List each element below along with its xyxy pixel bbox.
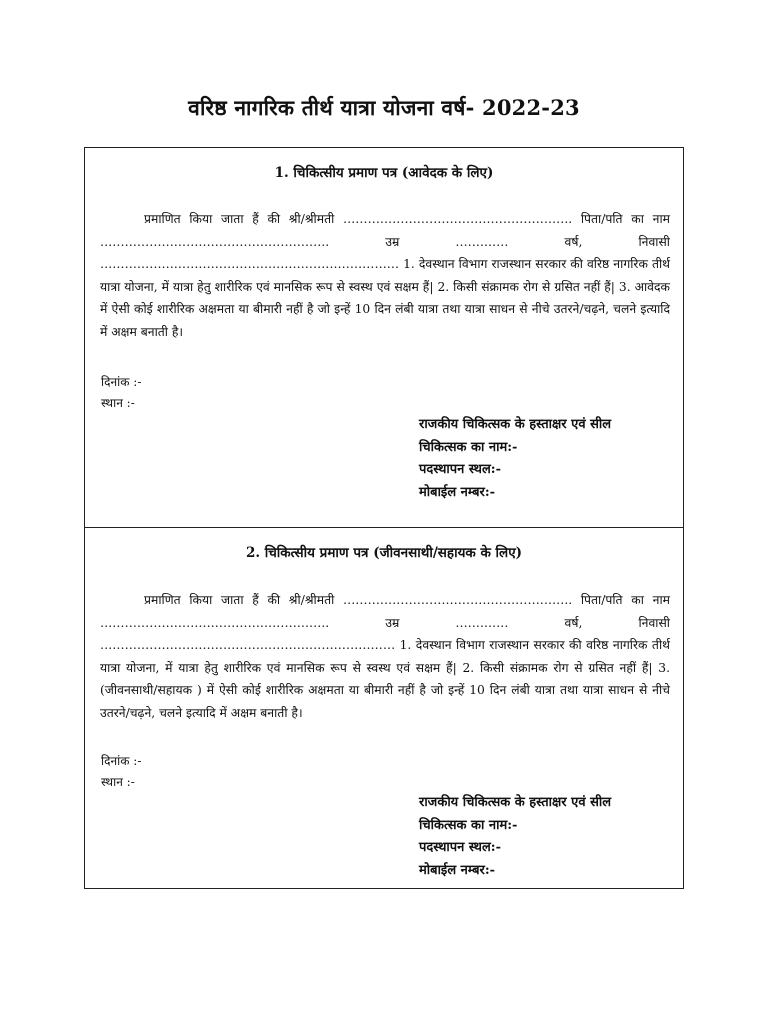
certificate-body xyxy=(100,208,670,343)
document-title: वरिष्ठ नागरिक तीर्थ यात्रा योजना वर्ष- 2022-23 xyxy=(188,95,580,120)
date-label: दिनांक :- xyxy=(101,754,142,768)
signature-line: राजकीय चिकित्सक के हस्ताक्षर एवं सील xyxy=(419,417,612,432)
date-label: दिनांक :- xyxy=(101,375,142,389)
certificate-applicant xyxy=(84,147,684,528)
signature-block xyxy=(419,414,611,504)
posting-place-line: पदस्थापन स्थल:- xyxy=(419,462,501,477)
certificate-body-text: प्रमाणित किया जाता हैं की श्री/श्रीमती ……………………………………………….. पिता/पति का नाम ……………………………………………….. उम्र …….…… वर्ष, निवासी ……………………………………………………………… 1. देवस्थान विभाग राजस्थान सरकार की वरिष्ठ नागरिक तीर्थ यात्रा योजना, में यात्रा हेतु शारीरिक एवं मानसिक रूप से स्वस्थ एवं सक्षम हैं| 2. किसी संक्रामक रोग से ग्रसित नहीं हैं| 3. (जीवनसाथी/सहायक ) में ऐसी कोई शारीरिक अक्षमता या बीमारी नहीं है जो इन्हें 10 दिन लंबी यात्रा तथा यात्रा साधन से नीचे उतरने/चढ़ने, चलने इत्यादि में अक्षम बनाती है। xyxy=(100,593,670,720)
certificate-body-text: प्रमाणित किया जाता हैं की श्री/श्रीमती ……………………………………………….. पिता/पति का नाम ……………………………………………….. उम्र …….…… वर्ष, निवासी …………………………………….………………………… 1. देवस्थान विभाग राजस्थान सरकार की वरिष्ठ नागरिक तीर्थ यात्रा योजना, में यात्रा हेतु शारीरिक एवं मानसिक रूप से स्वस्थ एवं सक्षम हैं| 2. किसी संक्रामक रोग से ग्रसित नहीं हैं| 3. आवेदक में ऐसी कोई शारीरिक अक्षमता या बीमारी नहीं है जो इन्हें 10 दिन लंबी यात्रा तथा यात्रा साधन से नीचे उतरने/चढ़ने, चलने इत्यादि में अक्षम बनाती है। xyxy=(100,212,670,339)
mobile-number-line: मोबाईल नम्बर:- xyxy=(419,862,496,878)
mobile-number-line: मोबाईल नम्बर:- xyxy=(419,484,496,500)
doctor-name-line: चिकित्सक का नाम:- xyxy=(419,817,518,833)
signature-line: राजकीय चिकित्सक के हस्ताक्षर एवं सील xyxy=(419,795,612,810)
section-heading: 1. चिकित्सीय प्रमाण पत्र (आवेदक के लिए) xyxy=(274,165,494,181)
date-place-block xyxy=(101,372,141,414)
section-heading: 2. चिकित्सीय प्रमाण पत्र (जीवनसाथी/सहायक के लिए) xyxy=(245,545,523,561)
date-place-block xyxy=(101,751,141,793)
place-label: स्थान :- xyxy=(101,396,135,410)
place-label: स्थान :- xyxy=(101,775,135,789)
posting-place-line: पदस्थापन स्थल:- xyxy=(419,840,501,855)
certificate-companion xyxy=(84,527,684,889)
certificate-body xyxy=(100,589,670,724)
signature-block xyxy=(419,792,611,882)
doctor-name-line: चिकित्सक का नाम:- xyxy=(419,439,518,455)
